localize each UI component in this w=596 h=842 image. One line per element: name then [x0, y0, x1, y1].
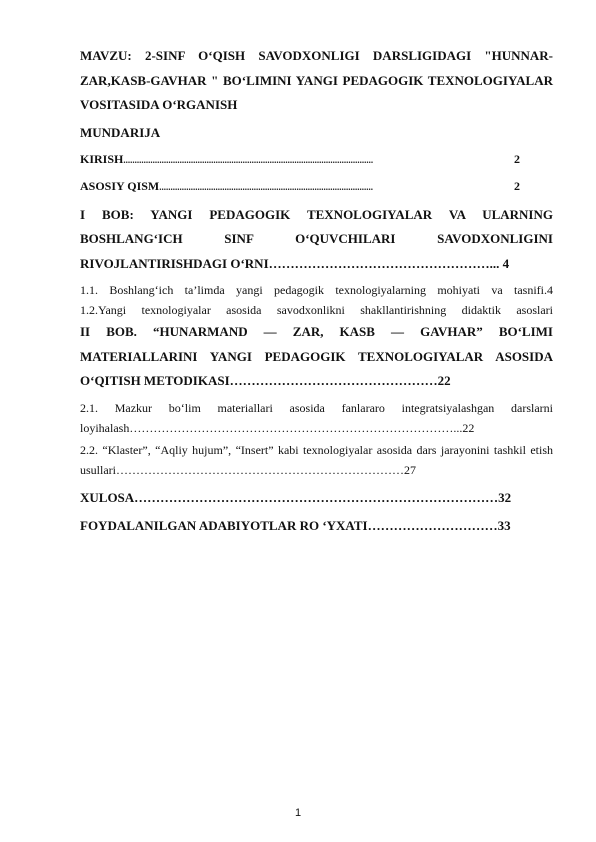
toc-entry-intro[interactable] [80, 149, 520, 170]
contents-heading: MUNDARIJA [80, 124, 161, 140]
toc-entry-chapter-1[interactable]: I BOB: YANGI PEDAGOGIK TEXNOLOGIYALAR VA ULARNING BOSHLANG‘ICH SINF O‘QUVCHILARI SAVODXONLIGINI RIVOJLANTIRISHDAGI O‘RNI……………………………………………... 4 [80, 206, 553, 271]
toc-entry-section-1-1[interactable]: 1.1. Boshlang‘ich ta’limda yangi pedagogik texnologiyalarning mohiyati va tasnifi.4 [80, 283, 553, 297]
toc-page: 2 [514, 151, 520, 166]
toc-entry-conclusion[interactable]: XULOSA…………………………………………………………………………32 [80, 489, 512, 505]
toc-entry-main[interactable] [80, 176, 520, 197]
toc-leader: ............................................................................................... [159, 181, 373, 192]
toc-entry-references[interactable]: FOYDALANILGAN ADABIYOTLAR RO ‘YXATI…………………………33 [80, 518, 511, 533]
toc-entry-section-2-1[interactable]: 2.1. Mazkur bo‘lim materiallari asosida fanlararo integratsiyalashgan darslarni loyihalash………………………………………………………………………...22 [80, 400, 553, 435]
toc-label: KIRISH [80, 151, 124, 166]
toc-page: 2 [514, 178, 520, 193]
document-title: MAVZU: 2-SINF O‘QISH SAVODXONLIGI DARSLIGIDAGI "HUNNAR-ZAR,KASB-GAVHAR " BO‘LIMINI YANGI PEDAGOGIK TEXNOLOGIYALAR VOSITASIDA O‘RGANISH [80, 48, 553, 112]
toc-entry-chapter-2[interactable]: II BOB. “HUNARMAND — ZAR, KASB — GAVHAR” BO‘LIMI MATERIALLARINI YANGI PEDAGOGIK TEXNOLOGIYALAR ASOSIDA O‘QITISH METODIKASI…………………………………………22 [80, 324, 553, 388]
document-page [80, 44, 553, 539]
toc-entry-section-2-2[interactable]: 2.2. “Klaster”, “Aqliy hujum”, “Insert” kabi texnologiyalar asosida dars jarayonini tashkil etish usullari………………………………………………………………27 [80, 442, 553, 477]
toc-label: ASOSIY QISM [80, 178, 160, 193]
toc-entry-section-1-2[interactable]: 1.2.Yangi texnologiyalar asosida savodxonlikni shakllantirishning didaktik asoslari [80, 303, 553, 317]
page-number: 1 [294, 807, 302, 819]
toc-leader: ............................................................................................................... [123, 154, 374, 165]
